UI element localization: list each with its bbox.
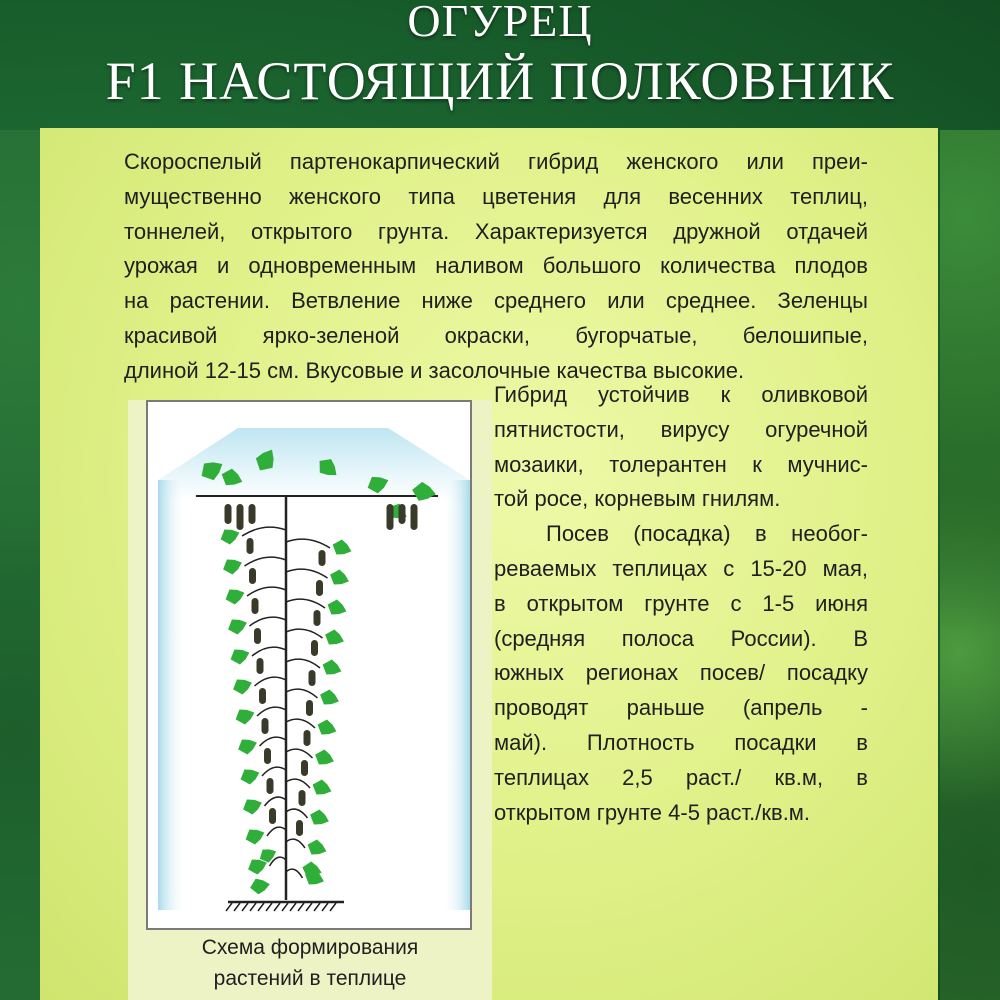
ground-hatch-mark bbox=[234, 903, 240, 911]
ground-hatch-mark bbox=[290, 903, 296, 911]
leaf bbox=[305, 837, 329, 859]
description-line: длиной 12-15 см. Вкусовые и засолочные качества высокие. bbox=[124, 357, 745, 383]
ground-hatch-mark bbox=[266, 903, 272, 911]
fruit bbox=[257, 658, 264, 674]
fruit bbox=[252, 598, 259, 614]
branch bbox=[252, 647, 286, 656]
side-line: Посев (посадка) в необог- bbox=[546, 521, 868, 547]
side-line: (средняя полоса России). В bbox=[494, 625, 868, 651]
side-line: открытом грунте 4-5 раст./кв.м. bbox=[494, 799, 811, 825]
branch bbox=[286, 689, 318, 698]
branch bbox=[286, 809, 308, 818]
branch bbox=[286, 779, 310, 788]
figure-caption bbox=[128, 932, 492, 994]
ground-hatch-mark bbox=[282, 903, 288, 911]
ground-hatch-mark bbox=[242, 903, 248, 911]
fruit bbox=[254, 628, 261, 644]
side-line: пятнистости, вирусу огуречной bbox=[494, 416, 868, 442]
ground-hatch-mark bbox=[330, 903, 336, 911]
leaf bbox=[317, 687, 341, 709]
fruit bbox=[411, 504, 418, 530]
ground-hatch-mark bbox=[322, 903, 328, 911]
side-line: теплицах 2,5 раст./ кв.м, в bbox=[494, 764, 868, 790]
leaf bbox=[322, 627, 346, 649]
greenhouse-wall-left bbox=[158, 480, 186, 910]
branch bbox=[265, 797, 287, 806]
greenhouse-plant-diagram bbox=[128, 400, 492, 930]
fruit bbox=[259, 688, 266, 704]
branch bbox=[286, 749, 313, 758]
ground-hatch-mark bbox=[226, 903, 232, 911]
side-line: май). Плотность посадки в bbox=[494, 729, 868, 755]
leaf bbox=[230, 675, 254, 697]
branch bbox=[286, 599, 325, 608]
branch bbox=[245, 557, 287, 566]
leaf bbox=[249, 876, 271, 895]
branch bbox=[255, 677, 287, 686]
branch bbox=[286, 659, 320, 668]
fruit bbox=[319, 550, 326, 566]
variety-title: F1 НАСТОЯЩИЙ ПОЛКОВНИК bbox=[105, 51, 895, 111]
side-line: той росе, корневым гнилям. bbox=[494, 486, 781, 512]
header bbox=[0, 0, 1000, 128]
fruit bbox=[399, 504, 406, 524]
description-line: тоннелей, открытого грунта. Характеризуется дружной отдачей bbox=[124, 218, 868, 244]
fruit bbox=[299, 790, 306, 806]
caption-line-2: растений в теплице bbox=[213, 967, 407, 990]
branch bbox=[286, 629, 323, 638]
fruit bbox=[249, 504, 256, 524]
ground-hatch-mark bbox=[274, 903, 280, 911]
greenhouse-wall-right bbox=[442, 480, 470, 910]
fruit bbox=[306, 700, 313, 716]
description-line: на растении. Ветвление ниже среднего или среднее. Зеленцы bbox=[124, 288, 868, 314]
leaf bbox=[307, 807, 331, 829]
branch bbox=[286, 869, 303, 878]
fruit bbox=[269, 808, 276, 824]
ground-hatch-mark bbox=[258, 903, 264, 911]
branch bbox=[262, 767, 286, 776]
leaf bbox=[327, 567, 351, 589]
fruit bbox=[247, 538, 254, 554]
branch bbox=[286, 569, 328, 578]
branch bbox=[250, 617, 287, 626]
leaf bbox=[330, 537, 354, 559]
leaf bbox=[315, 717, 339, 739]
leaf bbox=[235, 735, 259, 757]
fruit bbox=[387, 504, 394, 530]
product-type-title: ОГУРЕЦ bbox=[407, 0, 593, 46]
leaf bbox=[228, 645, 252, 667]
leaf bbox=[320, 657, 344, 679]
fruit bbox=[296, 820, 303, 836]
description-line: мущественно женского типа цветения для весенних теплиц, bbox=[124, 183, 868, 209]
leaf bbox=[225, 615, 249, 637]
fruit bbox=[304, 730, 311, 746]
branch bbox=[286, 839, 305, 848]
leaf bbox=[220, 555, 244, 577]
fruit bbox=[264, 748, 271, 764]
fruit bbox=[262, 718, 269, 734]
leaf bbox=[312, 747, 336, 769]
leaf bbox=[325, 597, 349, 619]
side-line: Гибрид устойчив к оливковой bbox=[494, 382, 868, 407]
leaf bbox=[233, 705, 257, 727]
leaf bbox=[240, 795, 264, 817]
description-text bbox=[124, 145, 868, 389]
ground-hatch-mark bbox=[298, 903, 304, 911]
branch bbox=[286, 719, 315, 728]
ground-hatch bbox=[226, 903, 336, 911]
leaf bbox=[238, 765, 262, 787]
side-line: проводят раньше (апрель - bbox=[494, 695, 868, 721]
fruit bbox=[225, 504, 232, 524]
branch bbox=[257, 707, 286, 716]
caption-line-1: Схема формирования bbox=[201, 936, 419, 959]
side-line: в открытом грунте с 1-5 июня bbox=[494, 590, 868, 616]
fruit bbox=[249, 568, 256, 584]
leaf bbox=[223, 585, 247, 607]
fruit bbox=[311, 640, 318, 656]
description-line: красивой ярко-зеленой окраски, бугорчатые, белошипые, bbox=[124, 322, 868, 348]
leaf bbox=[243, 825, 267, 847]
branch bbox=[242, 527, 286, 536]
ground-hatch-mark bbox=[306, 903, 312, 911]
branch bbox=[247, 587, 286, 596]
ground-hatch-mark bbox=[314, 903, 320, 911]
left-foliage-border bbox=[0, 130, 40, 1000]
fruit bbox=[267, 778, 274, 794]
fruit bbox=[301, 760, 308, 776]
fruit bbox=[314, 610, 321, 626]
side-line: мозаики, толерантен к мучнис- bbox=[494, 451, 868, 477]
side-description-text bbox=[494, 378, 868, 830]
ground-hatch-mark bbox=[250, 903, 256, 911]
side-line: реваемых теплицах с 15-20 мая, bbox=[494, 555, 868, 581]
fruit bbox=[316, 580, 323, 596]
plant-formation-figure bbox=[128, 400, 492, 1000]
branch bbox=[260, 737, 287, 746]
description-line: Скороспелый партенокарпический гибрид женского или преи- bbox=[124, 149, 868, 174]
branch bbox=[267, 827, 286, 836]
fruit bbox=[237, 504, 244, 530]
branch bbox=[286, 539, 330, 548]
fruit bbox=[309, 670, 316, 686]
side-line: южных регионах посев/ посадку bbox=[494, 660, 868, 686]
right-foliage-border bbox=[940, 130, 1000, 1000]
description-line: урожая и одновременным наливом большого количества плодов bbox=[124, 253, 868, 279]
leaf bbox=[310, 777, 334, 799]
